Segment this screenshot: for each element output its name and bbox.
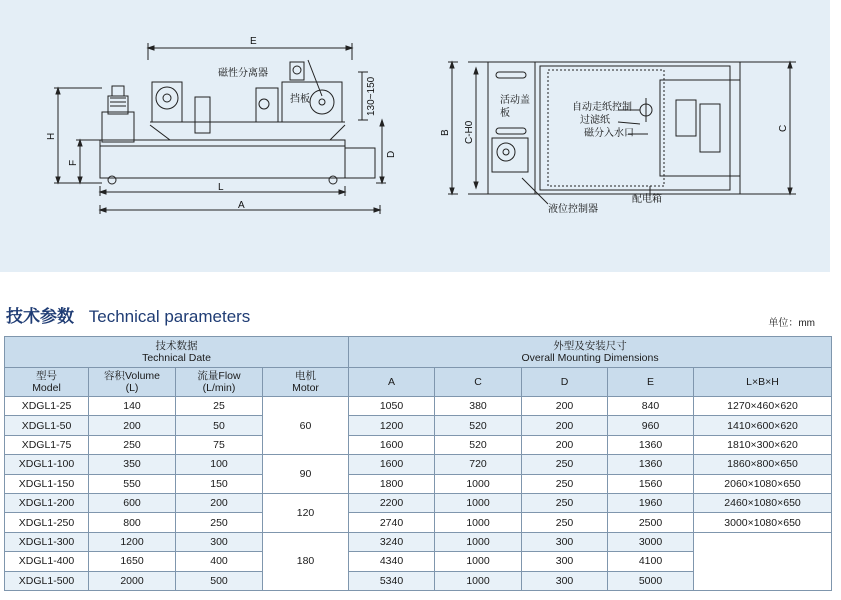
cell-c: 1000 — [435, 513, 522, 532]
cell-a: 2740 — [349, 513, 435, 532]
cell-e: 960 — [608, 416, 694, 435]
cell-lbh: 2460×1080×650 — [694, 493, 832, 512]
technical-drawing — [0, 0, 830, 272]
cell-flow: 500 — [176, 571, 263, 590]
cell-a: 1600 — [349, 435, 435, 454]
auto-filter-control-label: 自动走纸控制 — [572, 102, 632, 113]
header-c: C — [435, 368, 522, 397]
cell-model: XDGL1-250 — [5, 513, 89, 532]
group-dimensions-en: Overall Mounting Dimensions — [521, 352, 659, 364]
table-row — [5, 397, 832, 416]
cell-d: 250 — [522, 513, 608, 532]
drawing-panel — [0, 0, 830, 272]
table-row — [5, 493, 832, 512]
table-body — [5, 397, 832, 591]
movable-cover-label: 活动盖 — [500, 95, 530, 106]
cell-c: 1000 — [435, 571, 522, 590]
header-flow-en: (L/min) — [202, 382, 236, 394]
cell-volume: 1650 — [89, 552, 176, 571]
cell-e: 1360 — [608, 455, 694, 474]
cell-model: XDGL1-500 — [5, 571, 89, 590]
baffle-label: 挡板 — [290, 94, 310, 105]
cell-volume: 140 — [89, 397, 176, 416]
cell-model: XDGL1-75 — [5, 435, 89, 454]
cell-flow: 400 — [176, 552, 263, 571]
cell-lbh: 1860×800×650 — [694, 455, 832, 474]
dim-c-h0-label: C-H0 — [464, 120, 475, 144]
cell-volume: 200 — [89, 416, 176, 435]
cell-e: 4100 — [608, 552, 694, 571]
cell-e: 1560 — [608, 474, 694, 493]
cell-d: 250 — [522, 474, 608, 493]
cell-a: 5340 — [349, 571, 435, 590]
dim-b-label: B — [440, 129, 451, 136]
cell-e: 1360 — [608, 435, 694, 454]
cell-lbh: 2060×1080×650 — [694, 474, 832, 493]
header-motor — [263, 368, 349, 397]
cell-c: 1000 — [435, 532, 522, 551]
cell-flow: 150 — [176, 474, 263, 493]
group-dimensions-header — [349, 337, 832, 368]
group-technical-cn: 技术数据 — [155, 340, 198, 352]
cell-a: 3240 — [349, 532, 435, 551]
cell-c: 520 — [435, 435, 522, 454]
cell-motor: 120 — [263, 493, 349, 532]
group-dimensions-cn: 外型及安装尺寸 — [553, 340, 627, 352]
dim-l-label: L — [218, 182, 224, 193]
table-row — [5, 416, 832, 435]
cell-model: XDGL1-50 — [5, 416, 89, 435]
header-lbh: L×B×H — [694, 368, 832, 397]
cell-a: 1600 — [349, 455, 435, 474]
cover-plate-label: 板 — [500, 108, 510, 119]
distribution-box-label: 配电箱 — [632, 194, 662, 205]
group-technical-en: Technical Date — [142, 352, 211, 364]
cell-a: 2200 — [349, 493, 435, 512]
cell-a: 1050 — [349, 397, 435, 416]
header-model — [5, 368, 89, 397]
cell-d: 300 — [522, 571, 608, 590]
header-volume-en: (L) — [125, 382, 139, 394]
cell-model: XDGL1-100 — [5, 455, 89, 474]
cell-c: 1000 — [435, 493, 522, 512]
cell-model: XDGL1-200 — [5, 493, 89, 512]
header-motor-cn: 电机 — [295, 370, 316, 382]
header-volume-cn: 容积Volume — [103, 370, 161, 382]
table-row — [5, 474, 832, 493]
header-d: D — [522, 368, 608, 397]
header-volume — [89, 368, 176, 397]
dim-f-label: F — [68, 159, 79, 166]
header-flow — [176, 368, 263, 397]
section-title-en: Technical parameters — [88, 307, 251, 326]
dim-c-label: C — [778, 124, 789, 132]
magnetic-separator-label: 磁性分离器 — [218, 68, 268, 79]
header-a: A — [349, 368, 435, 397]
cell-model: XDGL1-25 — [5, 397, 89, 416]
cell-d: 200 — [522, 416, 608, 435]
cell-e: 5000 — [608, 571, 694, 590]
unit-label: 单位：mm — [768, 318, 815, 329]
header-model-en: Model — [32, 382, 61, 394]
cell-model: XDGL1-150 — [5, 474, 89, 493]
cell-model: XDGL1-300 — [5, 532, 89, 551]
cell-d: 300 — [522, 532, 608, 551]
cell-model: XDGL1-400 — [5, 552, 89, 571]
dim-a-label: A — [238, 200, 245, 211]
cell-a: 1800 — [349, 474, 435, 493]
level-control-label: 液位控制器 — [548, 204, 598, 215]
cell-flow: 50 — [176, 416, 263, 435]
cell-lbh-empty — [694, 532, 832, 590]
cell-c: 1000 — [435, 474, 522, 493]
cell-a: 4340 — [349, 552, 435, 571]
cell-flow: 75 — [176, 435, 263, 454]
cell-motor: 180 — [263, 532, 349, 590]
header-e: E — [608, 368, 694, 397]
dim-h-label: H — [46, 132, 57, 140]
cell-e: 3000 — [608, 532, 694, 551]
cell-volume: 1200 — [89, 532, 176, 551]
cell-volume: 250 — [89, 435, 176, 454]
group-technical-header — [5, 337, 349, 368]
filter-paper-label: 过滤纸 — [580, 115, 610, 126]
cell-flow: 250 — [176, 513, 263, 532]
cell-flow: 100 — [176, 455, 263, 474]
cell-e: 2500 — [608, 513, 694, 532]
header-motor-en: Motor — [292, 382, 319, 394]
cell-lbh: 1810×300×620 — [694, 435, 832, 454]
cell-e: 1960 — [608, 493, 694, 512]
header-flow-cn: 流量Flow — [197, 370, 241, 382]
cell-e: 840 — [608, 397, 694, 416]
cell-flow: 200 — [176, 493, 263, 512]
cell-a: 1200 — [349, 416, 435, 435]
cell-c: 720 — [435, 455, 522, 474]
cell-volume: 550 — [89, 474, 176, 493]
cell-c: 1000 — [435, 552, 522, 571]
cell-motor: 90 — [263, 455, 349, 494]
technical-parameters-table — [4, 336, 832, 591]
cell-d: 200 — [522, 397, 608, 416]
table-row — [5, 435, 832, 454]
cell-flow: 25 — [176, 397, 263, 416]
cell-c: 380 — [435, 397, 522, 416]
cell-volume: 2000 — [89, 571, 176, 590]
dim-130-150-label: 130~150 — [366, 76, 377, 116]
cell-lbh: 1410×600×620 — [694, 416, 832, 435]
cell-volume: 800 — [89, 513, 176, 532]
cell-lbh: 1270×460×620 — [694, 397, 832, 416]
section-title — [6, 302, 250, 327]
cell-volume: 600 — [89, 493, 176, 512]
cell-motor: 60 — [263, 397, 349, 455]
cell-c: 520 — [435, 416, 522, 435]
cell-d: 300 — [522, 552, 608, 571]
table-row — [5, 455, 832, 474]
cell-d: 250 — [522, 493, 608, 512]
table-row — [5, 532, 832, 551]
dim-e-label: E — [250, 36, 257, 47]
magnetic-inlet-label: 磁分入水口 — [584, 128, 634, 139]
header-model-cn: 型号 — [36, 370, 57, 382]
table-row — [5, 513, 832, 532]
cell-flow: 300 — [176, 532, 263, 551]
cell-d: 250 — [522, 455, 608, 474]
cell-d: 200 — [522, 435, 608, 454]
cell-lbh: 3000×1080×650 — [694, 513, 832, 532]
section-title-cn: 技术参数 — [6, 307, 74, 326]
dim-d-label: D — [386, 150, 397, 158]
cell-volume: 350 — [89, 455, 176, 474]
